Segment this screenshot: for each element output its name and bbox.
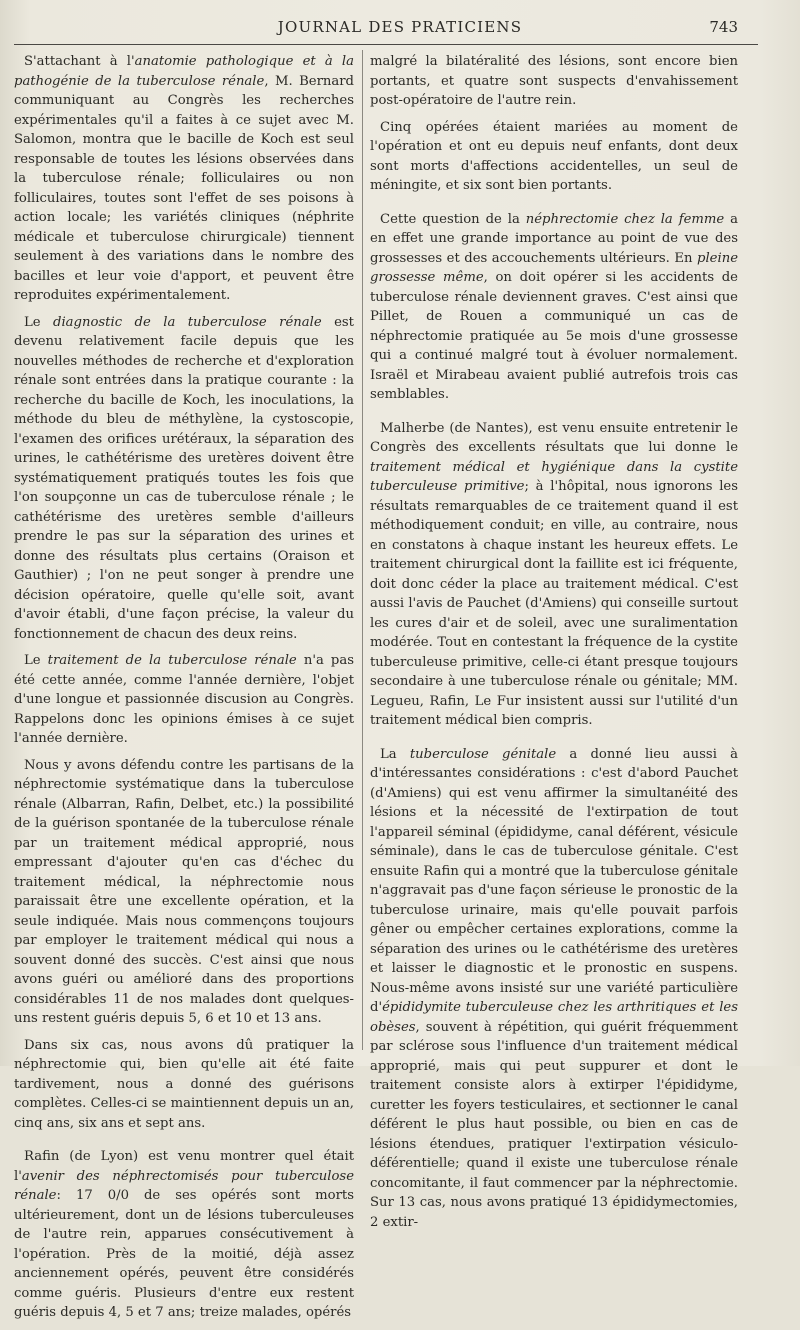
column-divider: [362, 50, 363, 1050]
italic-run: tuberculose génitale: [409, 746, 557, 762]
page-number: 743: [709, 18, 738, 36]
text-run: Dans six cas, nous avons dû pratiquer la néphrectomie qui, bien qu'elle ait été faite tardivement, nous a donné des guérisons complètes. Celles-ci se maintiennent depuis un an, cinq ans, six ans et sept ans.: [14, 1037, 354, 1131]
paragraph: [370, 52, 738, 111]
text-run: n'a pas été cette année, comme l'année dernière, l'objet d'une longue et passionnée discusion au Congrès. Rappelons donc les opinions émises à ce sujet l'année dernière.: [14, 653, 355, 746]
italic-run: traitement médical et hygiénique dans la cystite tuberculeuse primitive: [370, 459, 738, 494]
text-run: , souvent à répétition, qui guérit fréquemment par sclérose sous l'influence d'un traitement médical approprié, mais qui peut suppurer et dont le traitement consiste alors à extirper l'épididyme, curetter les foyers testiculaires, et sectionner le canal déférent le plus haut possible, ou bien en cas de lésions étendues, pratiquer l'extirpation vésiculo-déférentielle; quand il existe une tuberculose rénale concomitante, il faut commencer par la néphrectomie. Sur 13 cas, nous avons pratiqué 13 épididymectomies, 2 extir-: [370, 1019, 738, 1230]
italic-run: épididymite tuberculeuse chez les arthritiques et les obèses: [370, 1000, 738, 1035]
italic-run: pleine grossesse même: [370, 250, 738, 285]
text-run: Le: [24, 653, 48, 668]
text-run: Le: [24, 314, 54, 330]
text-run: est devenu relativement facile depuis que les nouvelles méthodes de recherche et d'exploration rénale sont entrées dans la pratique courante : la recherche du bacille de Koch, les inoculations, la méthode du bleu de méthylène, la cystoscopie, l'examen des orifices urétéraux, la séparation des urines, le cathétérisme des uretères doivent être systématiquement pratiqués toutes les fois que l'on soupçonne un cas de tuberculose rénale ; le cathétérisme des uretères semble d'ailleurs prendre le pas sur la séparation des urines et donne des résultats plus certains (Oraison et Gauthier) ; l'on ne peut songer à prendre une décision opératoire, quelle qu'elle soit, avant d'avoir établi, d'une façon précise, la valeur du fonctionnement de chacun des deux reins.: [14, 314, 354, 642]
text-run: , on doit opérer si les accidents de tuberculose rénale deviennent graves. C'est ainsi que Pillet, de Rouen a communiqué un cas de néphrectomie pratiquée au 5e mois d'une grossesse qui a continué malgré tout à évoluer normalement. Israël et Mirabeau avaient publié autrefois trois cas semblables.: [370, 270, 738, 402]
text-run: a donné lieu aussi à d'intéressantes considérations : c'est d'abord Pauchet (d'Amiens) qui est venu affirmer la simultanéité des lésions et la nécessité de l'extirpation de tout l'appareil séminal (épididyme, canal déférent, vésicule séminale), dans le cas de tuberculose génitale. C'est ensuite Rafin qui a montré que la tuberculose génitale n'aggravait pas d'une façon sérieuse le pronostic de la tuberculose urinaire, mais qu'elle pouvait parfois gêner ou empêcher certaines explorations, comme la séparation des urines ou le cathétérisme des uretères et laisser le diagnostic et le pronostic en suspens. Nous-même avons insisté sur une variété particulière d': [370, 746, 738, 1015]
paragraph: [14, 1036, 354, 1134]
text-run: Rafin (de Lyon) est venu montrer quel était l': [14, 1149, 354, 1184]
paragraph: [370, 745, 738, 1233]
italic-run: néphrectomie chez la femme: [525, 211, 725, 227]
italic-run: traitement de la tuberculose rénale: [47, 653, 297, 668]
paragraph: [370, 419, 738, 731]
text-run: ; à l'hôpital, nous ignorons les résultats remarquables de ce traitement quand il est méthodiquement conduit; en ville, au contraire, nous en constatons à chaque instant les heureux effets. Le traitement chirurgical dont la faillite est ici fréquente, doit donc céder la place au traitement médical. C'est aussi l'avis de Pauchet (d'Amiens) qui conseille surtout les cures d'air et de soleil, avec une suralimentation modérée. Tout en contestant la fréquence de la cystite tuberculeuse primitive, celle-ci étant presque toujours secondaire à une tuberculose rénale ou génitale; MM. Legueu, Rafin, Le Fur insistent aussi sur l'utilité d'un traitement médical bien compris.: [370, 479, 738, 728]
text-run: Nous y avons défendu contre les partisans de la néphrectomie systématique dans la tuberculose rénale (Albarran, Rafin, Delbet, etc.) la possibilité de la guérison spontanée de la tuberculose rénale par un traitement médical approprié, nous empressant d'ajouter qu'en cas d'échec du traitement médical, la néphrectomie nous paraissait être une excellente opération, et la seule indiquée. Mais nous commençons toujours par employer le traitement médical qui nous a souvent donné des succès. C'est ainsi que nous avons guéri ou amélioré dans des proportions considérables 11 de nos malades dont quelques-uns restent guéris depuis 5, 6 et 10 et 13 ans.: [14, 757, 354, 1026]
journal-title: JOURNAL DES PRATICIENS: [277, 18, 523, 36]
text-run: a en effet une grande importance au point de vue des grossesses et des accouchements ultérieurs. En: [370, 211, 738, 266]
text-run: Cette question de la: [380, 211, 526, 227]
text-run: malgré la bilatéralité des lésions, sont encore bien portants, et quatre sont suspects d'envahissement post-opératoire de l'autre rein.: [370, 54, 738, 108]
paragraph: [14, 52, 354, 306]
left-column: [14, 52, 354, 1330]
italic-run: diagnostic de la tuberculose rénale: [53, 314, 322, 330]
header-rule: [14, 44, 758, 45]
italic-run: avenir des néphrectomisés pour tuberculose rénale: [14, 1168, 354, 1203]
paragraph: [14, 756, 354, 1029]
right-column: [370, 52, 738, 1239]
paragraph: [14, 651, 354, 749]
paragraph: [370, 210, 738, 405]
text-run: Malherbe (de Nantes), est venu ensuite entretenir le Congrès des excellents résultats que lui donne le: [370, 420, 738, 455]
text-run: S'attachant à l': [24, 54, 135, 69]
text-run: , M. Bernard communiquant au Congrès les recherches expérimentales qu'il a faites à ce sujet avec M. Salomon, montra que le bacille de Koch est seul responsable de toutes les lésions observées dans la tuberculose rénale; folliculaires ou non folliculaires, toutes sont l'effet de ses poisons à action locale; les variétés cliniques (néphrite médicale et tuberculose chirurgicale) tiennent seulement à des variations dans le nombre des bacilles et leur voie d'apport, et peuvent être reproduites expérimentalement.: [14, 73, 354, 303]
paragraph: [14, 313, 354, 645]
paragraph: [14, 1147, 354, 1323]
text-run: : 17 0/0 de ses opérés sont morts ultérieurement, dont un de lésions tuberculeuses de l'autre rein, apparues consécutivement à l'opération. Près de la moitié, déjà assez anciennement opérés, peuvent être considérés comme guéris. Plusieurs d'entre eux restent guéris depuis 4, 5 et 7 ans; treize malades, opérés: [14, 1188, 354, 1320]
paragraph: [370, 118, 738, 196]
text-run: La: [380, 746, 410, 762]
text-run: Cinq opérées étaient mariées au moment de l'opération et ont eu depuis neuf enfants, dont deux sont morts d'affections accidentelles, un seul de méningite, et six sont bien portants.: [370, 119, 738, 193]
italic-run: anatomie pathologique et à la pathogénie de la tuberculose rénale: [14, 54, 354, 89]
page-header: [0, 14, 800, 40]
